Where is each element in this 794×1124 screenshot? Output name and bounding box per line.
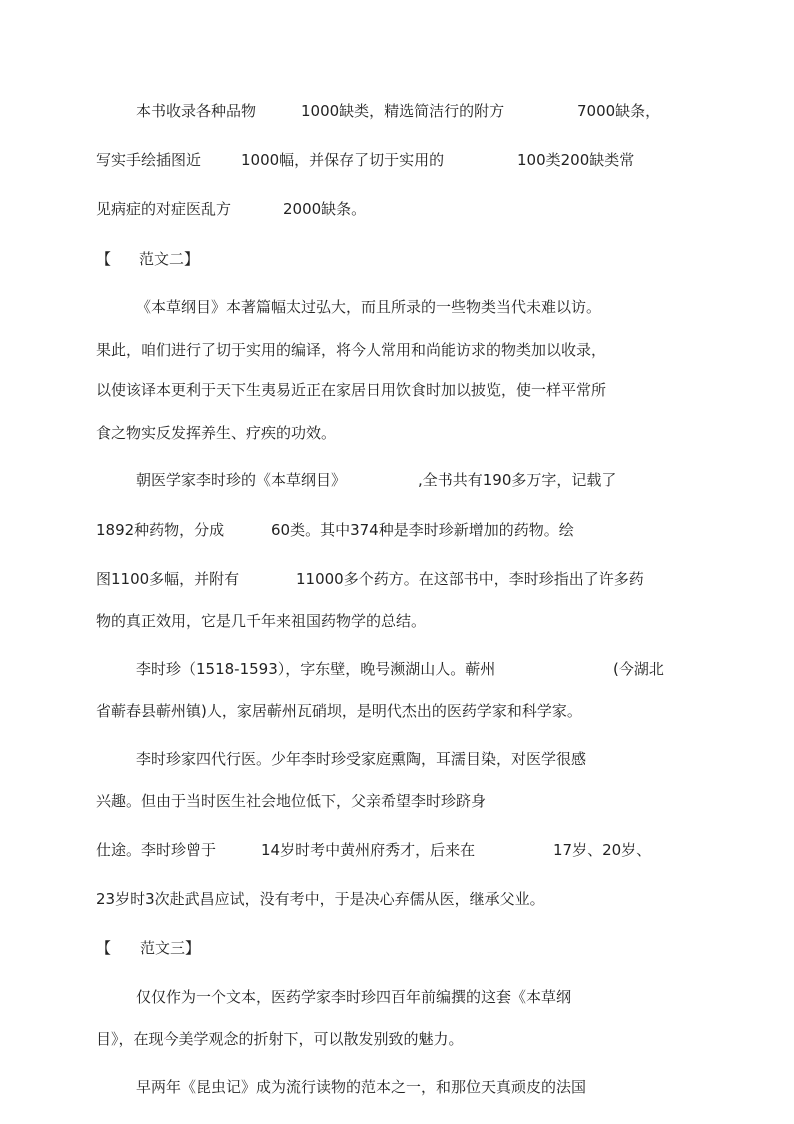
text-segment: 14岁时考中黄州府秀才，后来在 [261, 841, 476, 859]
section-heading [96, 938, 201, 958]
text-line [96, 340, 606, 360]
text-segment: 《本草纲目》本著篇幅太过弘大，而且所录的一些物类当代未难以访。 [136, 298, 602, 316]
text-segment: 图1100多幅，并附有 [96, 570, 240, 588]
text-line [136, 297, 601, 317]
text-line [96, 1029, 464, 1049]
text-segment: 以使该译本更利于天下生夷易近正在家居日用饮食时加以披览，使一样平常所 [96, 381, 607, 399]
text-line [96, 150, 635, 170]
text-segment: 李时珍（1518-1593），字东壁，晚号濒湖山人。蕲州 [136, 660, 496, 678]
section-title: 范文二】 [139, 250, 200, 268]
text-line [136, 749, 586, 769]
text-segment: 2000缺条。 [283, 200, 367, 218]
text-line [136, 659, 664, 679]
text-line [136, 1077, 586, 1097]
text-segment: 见病症的对症医乱方 [96, 200, 232, 218]
text-segment: 1000幅，并保存了切于实用的 [241, 151, 445, 169]
text-line [96, 380, 606, 400]
text-line [96, 199, 367, 219]
text-line [96, 701, 582, 721]
text-segment: 省蕲春县蕲州镇)人，家居蕲州瓦硝坝，是明代杰出的医药学家和科学家。 [96, 702, 582, 720]
text-segment: 食之物实反发挥养生、疗疾的功效。 [96, 424, 337, 442]
bracket-open: 【 [96, 939, 112, 957]
text-line [96, 889, 545, 909]
text-segment: 100类200缺类常 [517, 151, 635, 169]
text-segment: ,全书共有190多万字，记载了 [418, 471, 617, 489]
section-heading [96, 249, 200, 269]
text-segment: 果此，咱们进行了切于实用的编译，将今人常用和尚能访求的物类加以收录， [96, 341, 607, 359]
text-segment: 目》，在现今美学观念的折射下，可以散发别致的魅力。 [96, 1030, 464, 1048]
bracket-open: 【 [96, 250, 112, 268]
text-segment: 7000缺条， [577, 102, 661, 120]
text-segment: 11000多个药方。在这部书中，李时珍指出了许多药 [296, 570, 644, 588]
text-segment: 写实手绘插图近 [96, 151, 202, 169]
section-title: 范文三】 [140, 939, 201, 957]
text-line [96, 791, 486, 811]
text-line [96, 840, 652, 860]
text-segment: 物的真正效用，它是几千年来祖国药物学的总结。 [96, 612, 427, 630]
text-segment: 兴趣。但由于当时医生社会地位低下，父亲希望李时珍跻身 [96, 792, 487, 810]
text-segment: 仕途。李时珍曾于 [96, 841, 217, 859]
text-line [96, 611, 426, 631]
text-segment: 17岁、20岁、 [553, 841, 652, 859]
text-line [136, 987, 571, 1007]
text-segment: 23岁时3次赴武昌应试，没有考中，于是决心弃儒从医，继承父业。 [96, 890, 545, 908]
text-segment: (今湖北 [613, 660, 664, 678]
text-segment: 李时珍家四代行医。少年李时珍受家庭熏陶，耳濡目染，对医学很感 [136, 750, 587, 768]
text-segment: 60类。其中374种是李时珍新增加的药物。绘 [271, 521, 574, 539]
text-segment: 1000缺类，精选简洁行的附方 [301, 102, 505, 120]
text-line [136, 470, 617, 490]
text-segment: 早两年《昆虫记》成为流行读物的范本之一，和那位天真顽皮的法国 [136, 1078, 587, 1096]
text-line [96, 520, 574, 540]
text-line [96, 569, 644, 589]
text-segment: 1892种药物，分成 [96, 521, 225, 539]
text-line [96, 423, 336, 443]
text-segment: 朝医学家李时珍的《本草纲目》 [136, 471, 347, 489]
text-segment: 本书收录各种品物 [136, 102, 257, 120]
text-segment: 仅仅作为一个文本，医药学家李时珍四百年前编撰的这套《本草纲 [136, 988, 572, 1006]
text-line [136, 101, 661, 121]
